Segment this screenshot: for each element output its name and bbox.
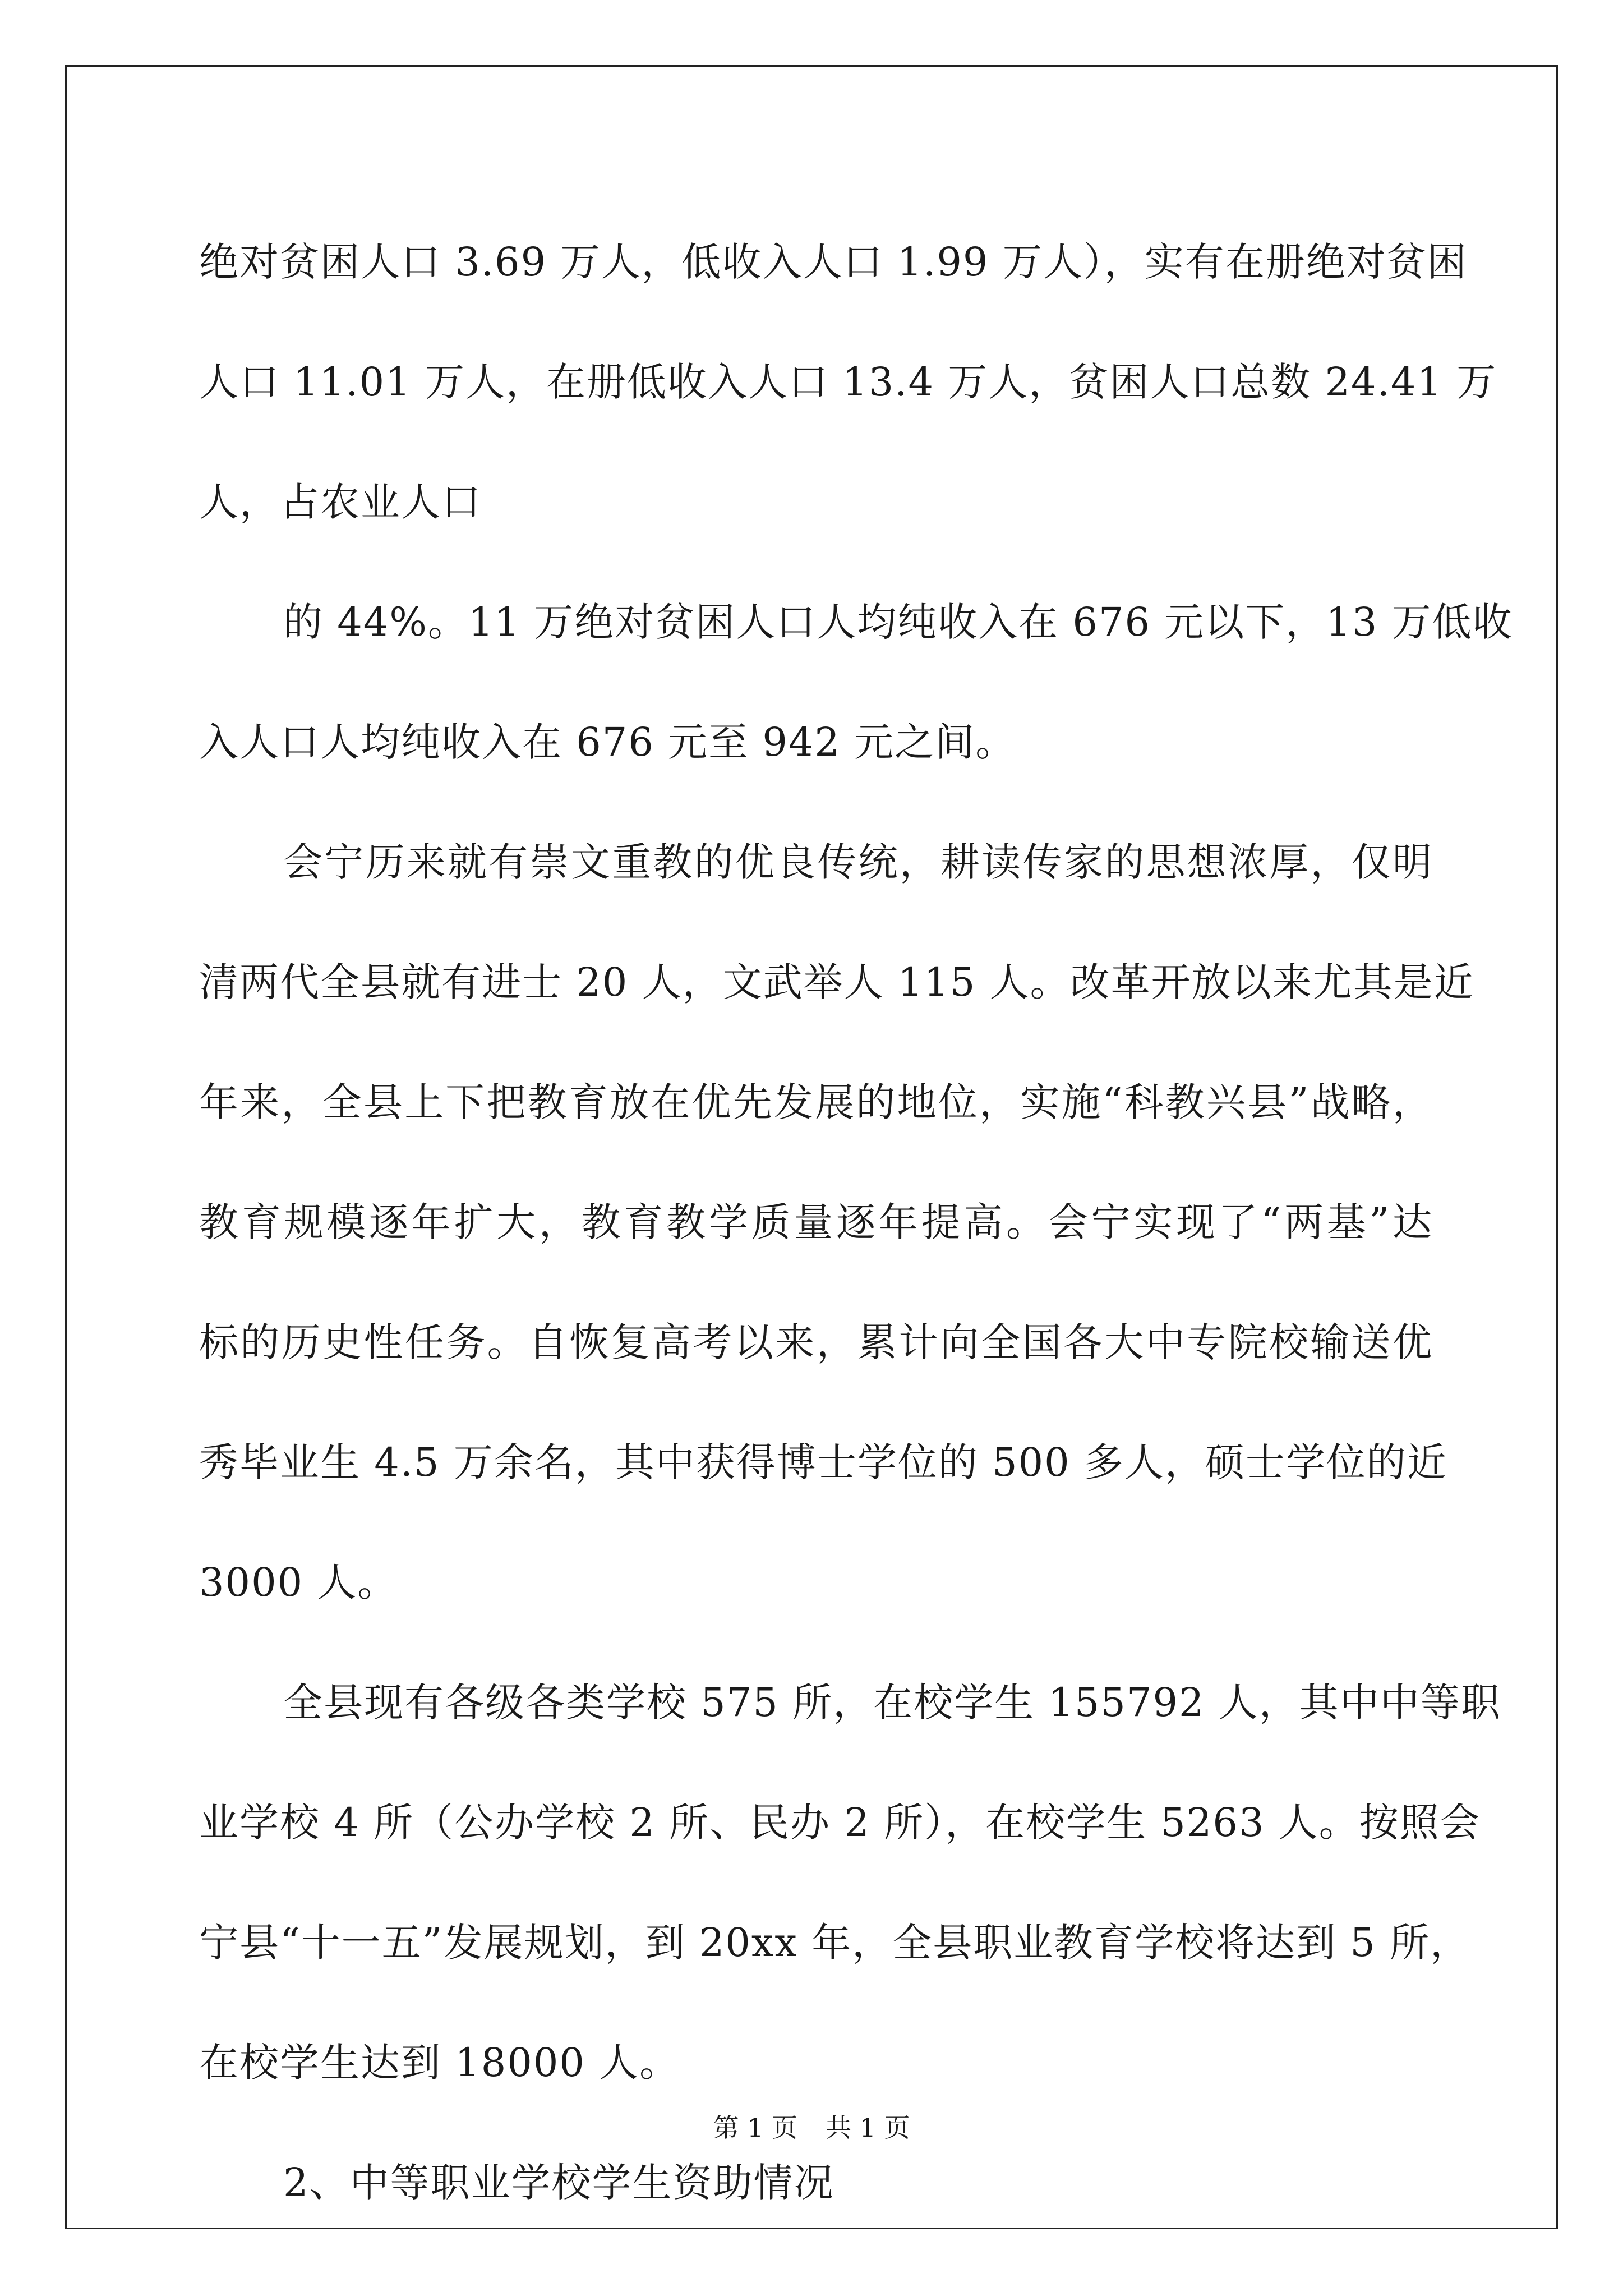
page-number: 第 1 页 xyxy=(713,2113,797,2143)
page-footer xyxy=(0,2108,1623,2145)
paragraph-4 xyxy=(199,1642,1501,2123)
document-body xyxy=(199,202,1513,2243)
text-line: 业学校 4 所（公办学校 2 所、民办 2 所），在校学生 5263 人。按照会 xyxy=(199,1800,1481,1846)
paragraph-2 xyxy=(199,562,1513,802)
text-line: 年来，全县上下把教育放在优先发展的地位，实施“科教兴县”战略， xyxy=(199,1079,1433,1125)
text-line: 的 44%。11 万绝对贫困人口人均纯收入在 676 元以下，13 万低收 xyxy=(283,599,1513,645)
text-line: 2、中等职业学校学生资助情况 xyxy=(283,2160,834,2206)
text-line: 绝对贫困人口 3.69 万人，低收入人口 1.99 万人），实有在册绝对贫困 xyxy=(199,239,1468,285)
text-line: 清两代全县就有进士 20 人，文武举人 115 人。改革开放以来尤其是近 xyxy=(199,959,1474,1005)
text-line: 3000 人。 xyxy=(199,1559,398,1605)
text-line: 会宁历来就有崇文重教的优良传统，耕读传家的思想浓厚，仅明 xyxy=(283,839,1433,885)
text-line: 全县现有各级各类学校 575 所，在校学生 155792 人，其中中等职 xyxy=(283,1680,1501,1726)
text-line: 标的历史性任务。自恢复高考以来，累计向全国各大中专院校输送优 xyxy=(199,1319,1433,1365)
text-line: 入人口人均纯收入在 676 元至 942 元之间。 xyxy=(199,719,1016,765)
paragraph-1 xyxy=(199,202,1497,562)
page-total: 共 1 页 xyxy=(826,2113,910,2143)
text-line: 宁县“十一五”发展规划，到 20xx 年，全县职业教育学校将达到 5 所， xyxy=(199,1920,1471,1966)
text-line: 人，占农业人口 xyxy=(199,479,482,525)
text-line: 在校学生达到 18000 人。 xyxy=(199,2040,680,2086)
text-line: 人口 11.01 万人，在册低收入人口 13.4 万人，贫困人口总数 24.41 万 xyxy=(199,359,1497,405)
text-line: 教育规模逐年扩大，教育教学质量逐年提高。会宁实现了“两基”达 xyxy=(199,1199,1433,1245)
text-line: 秀毕业生 4.5 万余名，其中获得博士学位的 500 多人，硕士学位的近 xyxy=(199,1439,1447,1485)
paragraph-3 xyxy=(199,802,1474,1642)
